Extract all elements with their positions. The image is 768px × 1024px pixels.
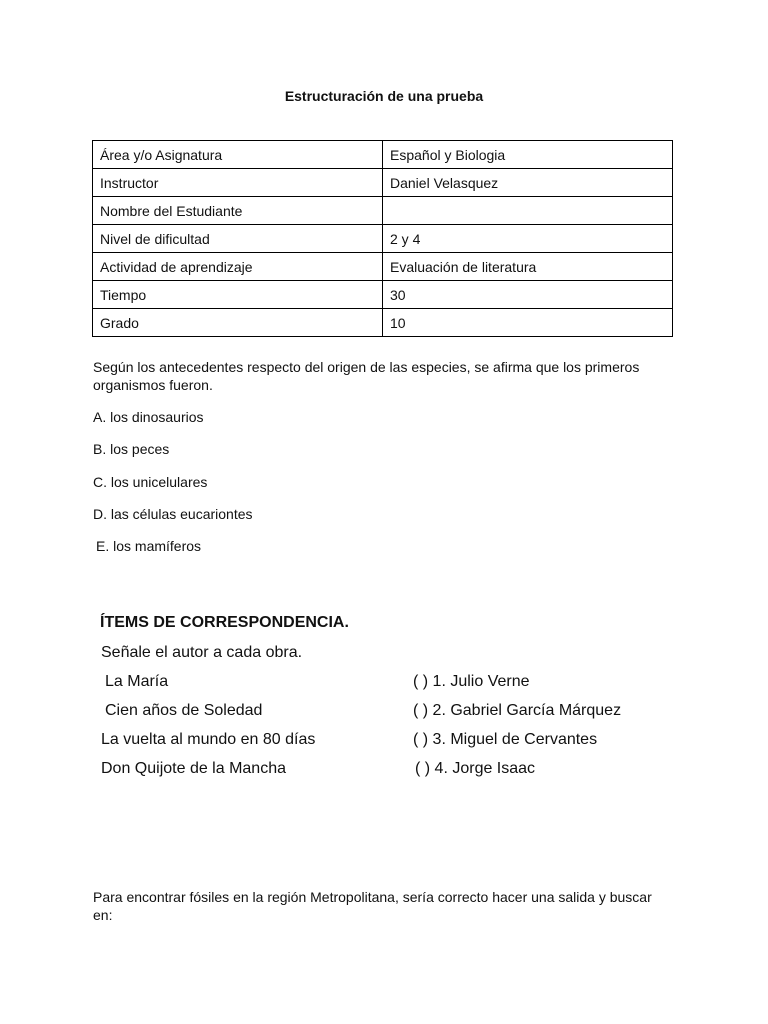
row-value-time: 30	[383, 281, 673, 309]
table-row	[93, 141, 673, 169]
option-d: D. las células eucariontes	[93, 506, 253, 522]
work-item: Don Quijote de la Mancha	[101, 760, 286, 777]
work-item: Cien años de Soledad	[105, 702, 263, 719]
matching-instruction: Señale el autor a cada obra.	[101, 644, 303, 661]
row-value-subject: Español y Biologia	[383, 141, 673, 169]
table-row	[93, 169, 673, 197]
row-label-activity: Actividad de aprendizaje	[93, 253, 383, 281]
work-item: La vuelta al mundo en 80 días	[101, 731, 316, 748]
table-row	[93, 309, 673, 337]
author-item: ( ) 2. Gabriel García Márquez	[413, 702, 622, 719]
option-e: E. los mamíferos	[96, 538, 202, 554]
row-value-difficulty: 2 y 4	[383, 225, 673, 253]
work-item: La María	[105, 673, 169, 690]
option-a: A. los dinosaurios	[93, 409, 204, 425]
table-row	[93, 253, 673, 281]
info-table	[92, 140, 673, 337]
author-item: ( ) 3. Miguel de Cervantes	[413, 731, 598, 748]
question-2-text: Para encontrar fósiles en la región Metropolitana, sería correcto hacer una salida y buscar en:	[93, 889, 652, 923]
matching-heading: ÍTEMS DE CORRESPONDENCIA.	[100, 614, 349, 631]
row-label-time: Tiempo	[93, 281, 383, 309]
option-c: C. los unicelulares	[93, 474, 208, 490]
row-label-grade: Grado	[93, 309, 383, 337]
author-item: ( ) 1. Julio Verne	[413, 673, 530, 690]
row-label-subject: Área y/o Asignatura	[93, 141, 383, 169]
row-value-instructor: Daniel Velasquez	[383, 169, 673, 197]
document-title: Estructuración de una prueba	[284, 88, 484, 104]
author-item: ( ) 4. Jorge Isaac	[415, 760, 536, 777]
row-value-activity: Evaluación de literatura	[383, 253, 673, 281]
row-label-difficulty: Nivel de dificultad	[93, 225, 383, 253]
table-row	[93, 225, 673, 253]
table-row	[93, 197, 673, 225]
row-label-instructor: Instructor	[93, 169, 383, 197]
row-value-student-name	[383, 197, 673, 225]
row-label-student-name: Nombre del Estudiante	[93, 197, 383, 225]
row-value-grade: 10	[383, 309, 673, 337]
question-1-text: Según los antecedentes respecto del origen de las especies, se afirma que los primeros organismos fueron.	[93, 359, 640, 393]
table-row	[93, 281, 673, 309]
option-b: B. los peces	[93, 441, 170, 457]
